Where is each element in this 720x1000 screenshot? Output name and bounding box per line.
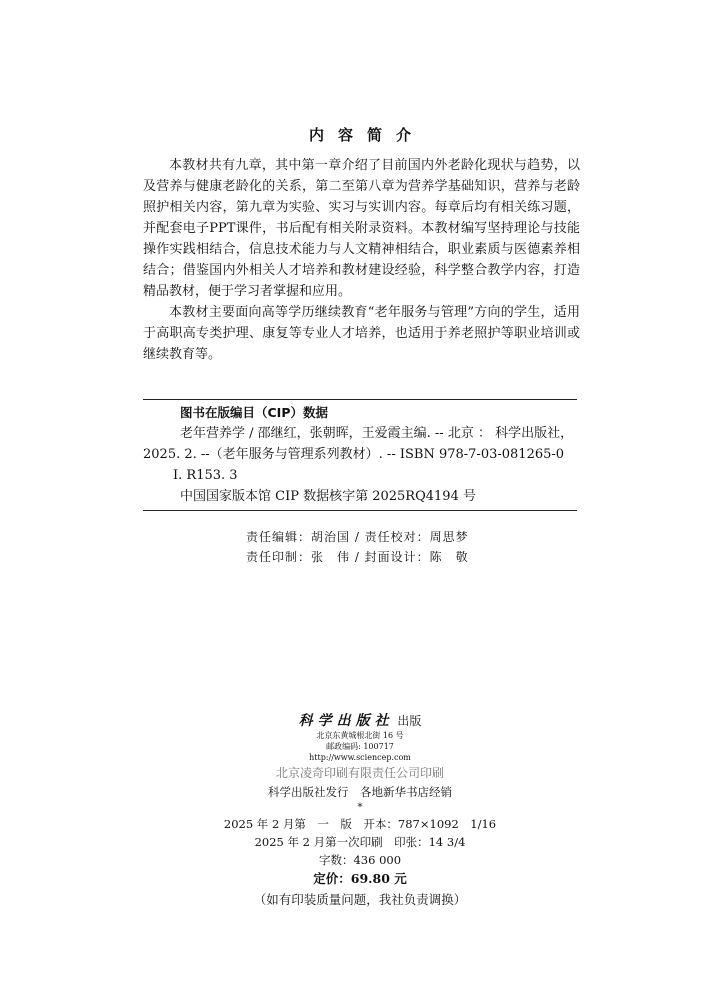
quality-notice: （如有印装质量问题，我社负责调换）: [253, 892, 467, 907]
intro-body: [143, 155, 580, 365]
word-count: 字数：436 000: [318, 853, 402, 867]
publisher-logo: 科学出版社: [298, 713, 394, 729]
staff-line-production: 责任印制：张 伟 / 封面设计：陈 敬: [246, 550, 469, 564]
cip-title: 图书在版编目（CIP）数据: [180, 405, 328, 420]
intro-paragraph: 本教材共有九章，其中第一章介绍了目前国内外老龄化现状与趋势，以及营养与健康老龄化的关系，第二至第八章为营养学基础知识，营养与老龄照护相关内容，第九章为实验、实习与实训内容。每章后均有相关练习题，并配套电子PPT课件，书后配有相关附录资料。本教材编写坚持理论与技能操作实践相结合，信息技术能力与人文精神相结合，职业素质与医德素养相结合；借鉴国内外相关人才培养和教材建设经验，科学整合教学内容，打造精品教材，便于学习者掌握和应用。: [143, 158, 580, 299]
publish-label: 出版: [397, 714, 422, 728]
cip-classification: Ⅰ. R153. 3: [173, 468, 238, 483]
edition-info: 2025 年 2 月第 一 版 开本：787×1092 1/16: [223, 817, 497, 831]
printing-info: 2025 年 2 月第一次印刷 印张：14 3/4: [254, 835, 466, 849]
intro-title: 内容简介: [308, 126, 425, 144]
publisher-website: http://www.sciencep.com: [309, 753, 411, 762]
publisher-line: [0, 712, 720, 730]
printer: 北京凌奇印刷有限责任公司印刷: [275, 766, 444, 780]
colophon: [0, 712, 720, 911]
cip-block: [143, 399, 577, 511]
distribution: 科学出版社发行 各地新华书店经销: [268, 785, 452, 799]
staff-line-editors: 责任编辑：胡治国 / 责任校对：周思梦: [246, 530, 469, 544]
publisher-address: 北京东黄城根北街 16 号: [316, 731, 404, 740]
publisher-postcode: 邮政编码: 100717: [326, 742, 394, 751]
intro-paragraph: 本教材主要面向高等学历继续教育“老年服务与管理”方向的学生，适用于高职高专类护理、康复等专业人才培养，也适用于养老照护等职业培训或继续教育等。: [143, 305, 580, 362]
separator-star: *: [357, 802, 363, 813]
price: 定价：69.80 元: [313, 871, 407, 886]
cip-description: 老年营养学 / 邵继红，张朝晖，王爱霞主编. -- 北京 ： 科学出版社， 2025. 2. --（老年服务与管理系列教材）. -- ISBN 978-7-03-081265-0: [143, 426, 574, 462]
cip-note: 中国国家版本馆 CIP 数据核字第 2025RQ4194 号: [180, 489, 476, 504]
staff-credits: [246, 527, 546, 567]
